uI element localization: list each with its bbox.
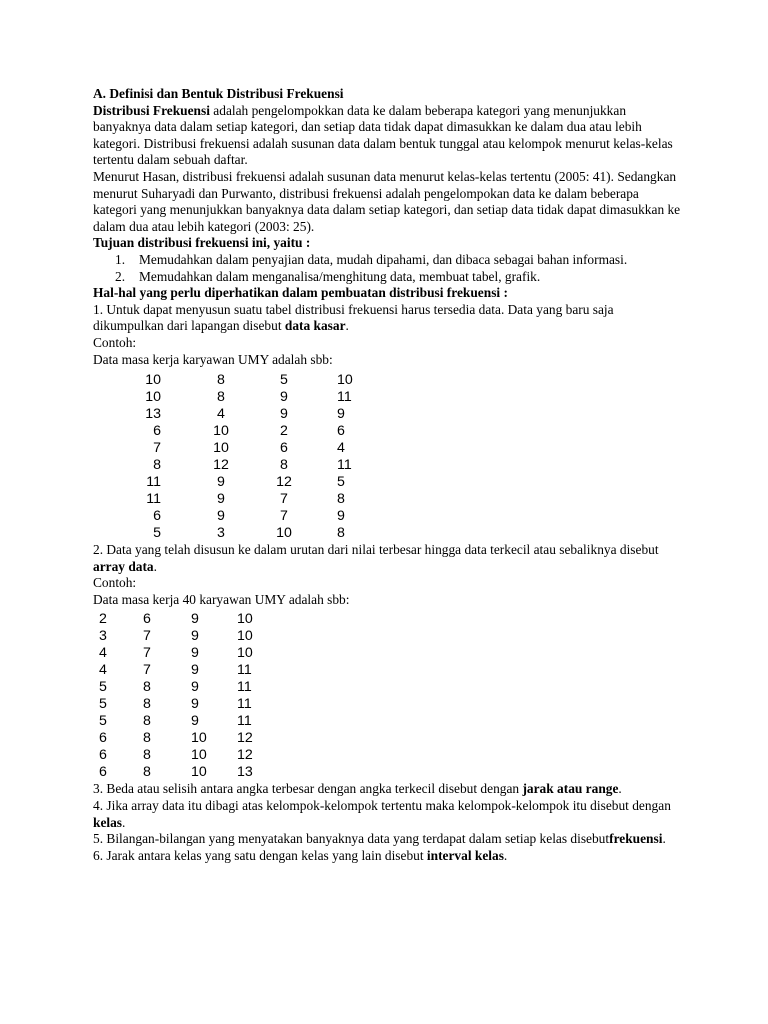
table-cell: 7	[143, 628, 151, 645]
table-cell: 6	[99, 747, 107, 764]
document-body	[93, 86, 683, 864]
table-row	[99, 645, 277, 662]
table-cell: 8	[143, 696, 151, 713]
table-cell: 9	[217, 491, 225, 508]
table-cell: 6	[99, 764, 107, 781]
contoh-label: Contoh:	[93, 575, 137, 591]
table-cell: 12	[237, 747, 253, 764]
table-cell: 8	[337, 491, 345, 508]
table-cell: 12	[276, 474, 292, 491]
table-cell: 8	[143, 730, 151, 747]
table-cell: 7	[143, 645, 151, 662]
tujuan-heading: Tujuan distribusi frekuensi ini, yaitu :	[93, 235, 311, 251]
table-cell: 8	[153, 457, 161, 474]
table-row	[99, 679, 277, 696]
table-row	[99, 662, 277, 679]
table-cell: 10	[191, 747, 207, 764]
table-cell: 6	[153, 423, 161, 440]
table-cell: 12	[213, 457, 229, 474]
table-cell: 11	[237, 679, 252, 696]
list-item: 1. Memudahkan dalam penyajian data, mudah dipahami, dan dibaca sebagai bahan informasi.	[115, 251, 628, 267]
table-cell: 7	[143, 662, 151, 679]
table-cell: 11	[337, 457, 352, 474]
contoh-label: Contoh:	[93, 334, 137, 350]
point-1: 1. Untuk dapat menyusun suatu tabel distribusi frekuensi harus tersedia data. Data yang baru saja dikumpulkan dari lapangan disebut data kasar.	[93, 301, 614, 334]
table-cell: 2	[280, 423, 288, 440]
data-kasar-table	[101, 372, 387, 542]
table-cell: 10	[276, 525, 292, 542]
table-row	[101, 525, 387, 542]
table-cell: 10	[237, 628, 253, 645]
table-row	[101, 457, 387, 474]
table-cell: 5	[99, 679, 107, 696]
table-cell: 11	[146, 491, 161, 508]
point-3: 3. Beda atau selisih antara angka terbesar dengan angka terkecil disebut dengan jarak atau range.	[93, 781, 622, 797]
table-cell: 6	[153, 508, 161, 525]
array-data-table	[99, 611, 277, 781]
table-cell: 9	[191, 662, 199, 679]
table-cell: 9	[280, 389, 288, 406]
tujuan-list	[93, 252, 683, 285]
table-cell: 9	[191, 696, 199, 713]
table-cell: 7	[153, 440, 161, 457]
table-row	[101, 491, 387, 508]
table-cell: 13	[237, 764, 253, 781]
table-cell: 6	[337, 423, 345, 440]
table-cell: 13	[145, 406, 161, 423]
point-2: 2. Data yang telah disusun ke dalam urutan dari nilai terbesar hingga data terkecil atau sebaliknya disebut array data.	[93, 542, 659, 574]
table-cell: 5	[99, 713, 107, 730]
table-cell: 11	[337, 389, 352, 406]
table-cell: 11	[237, 713, 252, 730]
table-cell: 10	[191, 730, 207, 747]
table-cell: 8	[280, 457, 288, 474]
list-item: 2. Memudahkan dalam menganalisa/menghitung data, membuat tabel, grafik.	[115, 268, 541, 284]
table-cell: 7	[280, 491, 288, 508]
table-row	[101, 423, 387, 440]
table-cell: 10	[237, 645, 253, 662]
point-5: 5. Bilangan-bilangan yang menyatakan banyaknya data yang terdapat dalam setiap kelas disebutfrekuensi.	[93, 831, 666, 847]
hasan-paragraph: Menurut Hasan, distribusi frekuensi adalah susunan data menurut kelas-kelas tertentu (2005: 41). Sedangkan menurut Suharyadi dan Purwanto, distribusi frekuensi adalah pengelompokan data ke dalam beberapa kategori yang menunjukkan banyaknya data dalam setiap kategori, dan setiap data tidak dapat dimasukkan ke dalam dua atau lebih kategori (2003: 25).	[93, 168, 681, 234]
table-caption: Data masa kerja karyawan UMY adalah sbb:	[93, 351, 333, 367]
table-cell: 11	[237, 696, 252, 713]
table-cell: 8	[337, 525, 345, 542]
table-cell: 11	[146, 474, 161, 491]
table-row	[99, 764, 277, 781]
table-cell: 7	[280, 508, 288, 525]
table-cell: 5	[153, 525, 161, 542]
point-4: 4. Jika array data itu dibagi atas kelompok-kelompok tertentu maka kelompok-kelompok itu disebut dengan kelas.	[93, 798, 671, 830]
table-cell: 9	[191, 611, 199, 628]
table-row	[99, 747, 277, 764]
table-cell: 10	[213, 440, 229, 457]
table-row	[99, 713, 277, 730]
table-cell: 9	[217, 474, 225, 491]
table-cell: 5	[337, 474, 345, 491]
table-cell: 6	[143, 611, 151, 628]
table-cell: 10	[213, 423, 229, 440]
table-cell: 10	[145, 389, 161, 406]
hal-heading: Hal-hal yang perlu diperhatikan dalam pembuatan distribusi frekuensi :	[93, 285, 508, 301]
table-cell: 3	[99, 628, 107, 645]
table-cell: 8	[143, 764, 151, 781]
table-cell: 4	[99, 645, 107, 662]
table-cell: 12	[237, 730, 253, 747]
table-cell: 9	[280, 406, 288, 423]
table-cell: 4	[99, 662, 107, 679]
table-cell: 9	[191, 713, 199, 730]
table-row	[101, 508, 387, 525]
table-cell: 5	[280, 372, 288, 389]
table-row	[99, 730, 277, 747]
table-cell: 6	[280, 440, 288, 457]
point-6: 6. Jarak antara kelas yang satu dengan kelas yang lain disebut interval kelas.	[93, 847, 508, 863]
table-cell: 8	[143, 679, 151, 696]
table-cell: 10	[145, 372, 161, 389]
table-cell: 4	[217, 406, 225, 423]
table-row	[101, 406, 387, 423]
table-row	[99, 611, 277, 628]
table-cell: 10	[191, 764, 207, 781]
table-cell: 9	[191, 628, 199, 645]
table-caption: Data masa kerja 40 karyawan UMY adalah sbb:	[93, 591, 350, 607]
table-row	[101, 440, 387, 457]
table-cell: 4	[337, 440, 345, 457]
table-cell: 5	[99, 696, 107, 713]
table-cell: 9	[337, 508, 345, 525]
table-cell: 8	[217, 372, 225, 389]
table-cell: 6	[99, 730, 107, 747]
table-row	[101, 372, 387, 389]
table-cell: 9	[191, 645, 199, 662]
table-row	[99, 696, 277, 713]
table-row	[101, 474, 387, 491]
table-cell: 10	[337, 372, 353, 389]
table-cell: 2	[99, 611, 107, 628]
table-cell: 8	[217, 389, 225, 406]
table-row	[99, 628, 277, 645]
table-cell: 8	[143, 713, 151, 730]
table-cell: 3	[217, 525, 225, 542]
table-cell: 9	[191, 679, 199, 696]
table-cell: 11	[237, 662, 252, 679]
table-cell: 9	[217, 508, 225, 525]
table-row	[101, 389, 387, 406]
term-distribusi-frekuensi: Distribusi Frekuensi	[93, 102, 210, 118]
table-cell: 8	[143, 747, 151, 764]
table-cell: 9	[337, 406, 345, 423]
table-cell: 10	[237, 611, 253, 628]
intro-paragraph: Distribusi Frekuensi adalah pengelompokkan data ke dalam beberapa kategori yang menunjukkan banyaknya data dalam setiap kategori, dan setiap data tidak dapat dimasukkan ke dalam dua atau lebih kategori. Distribusi frekuensi adalah susunan data dalam bentuk tunggal atau kelompok menurut kelas-kelas tertentu dalam sebuah daftar.	[93, 102, 673, 168]
section-heading: A. Definisi dan Bentuk Distribusi Frekuensi	[93, 86, 344, 101]
